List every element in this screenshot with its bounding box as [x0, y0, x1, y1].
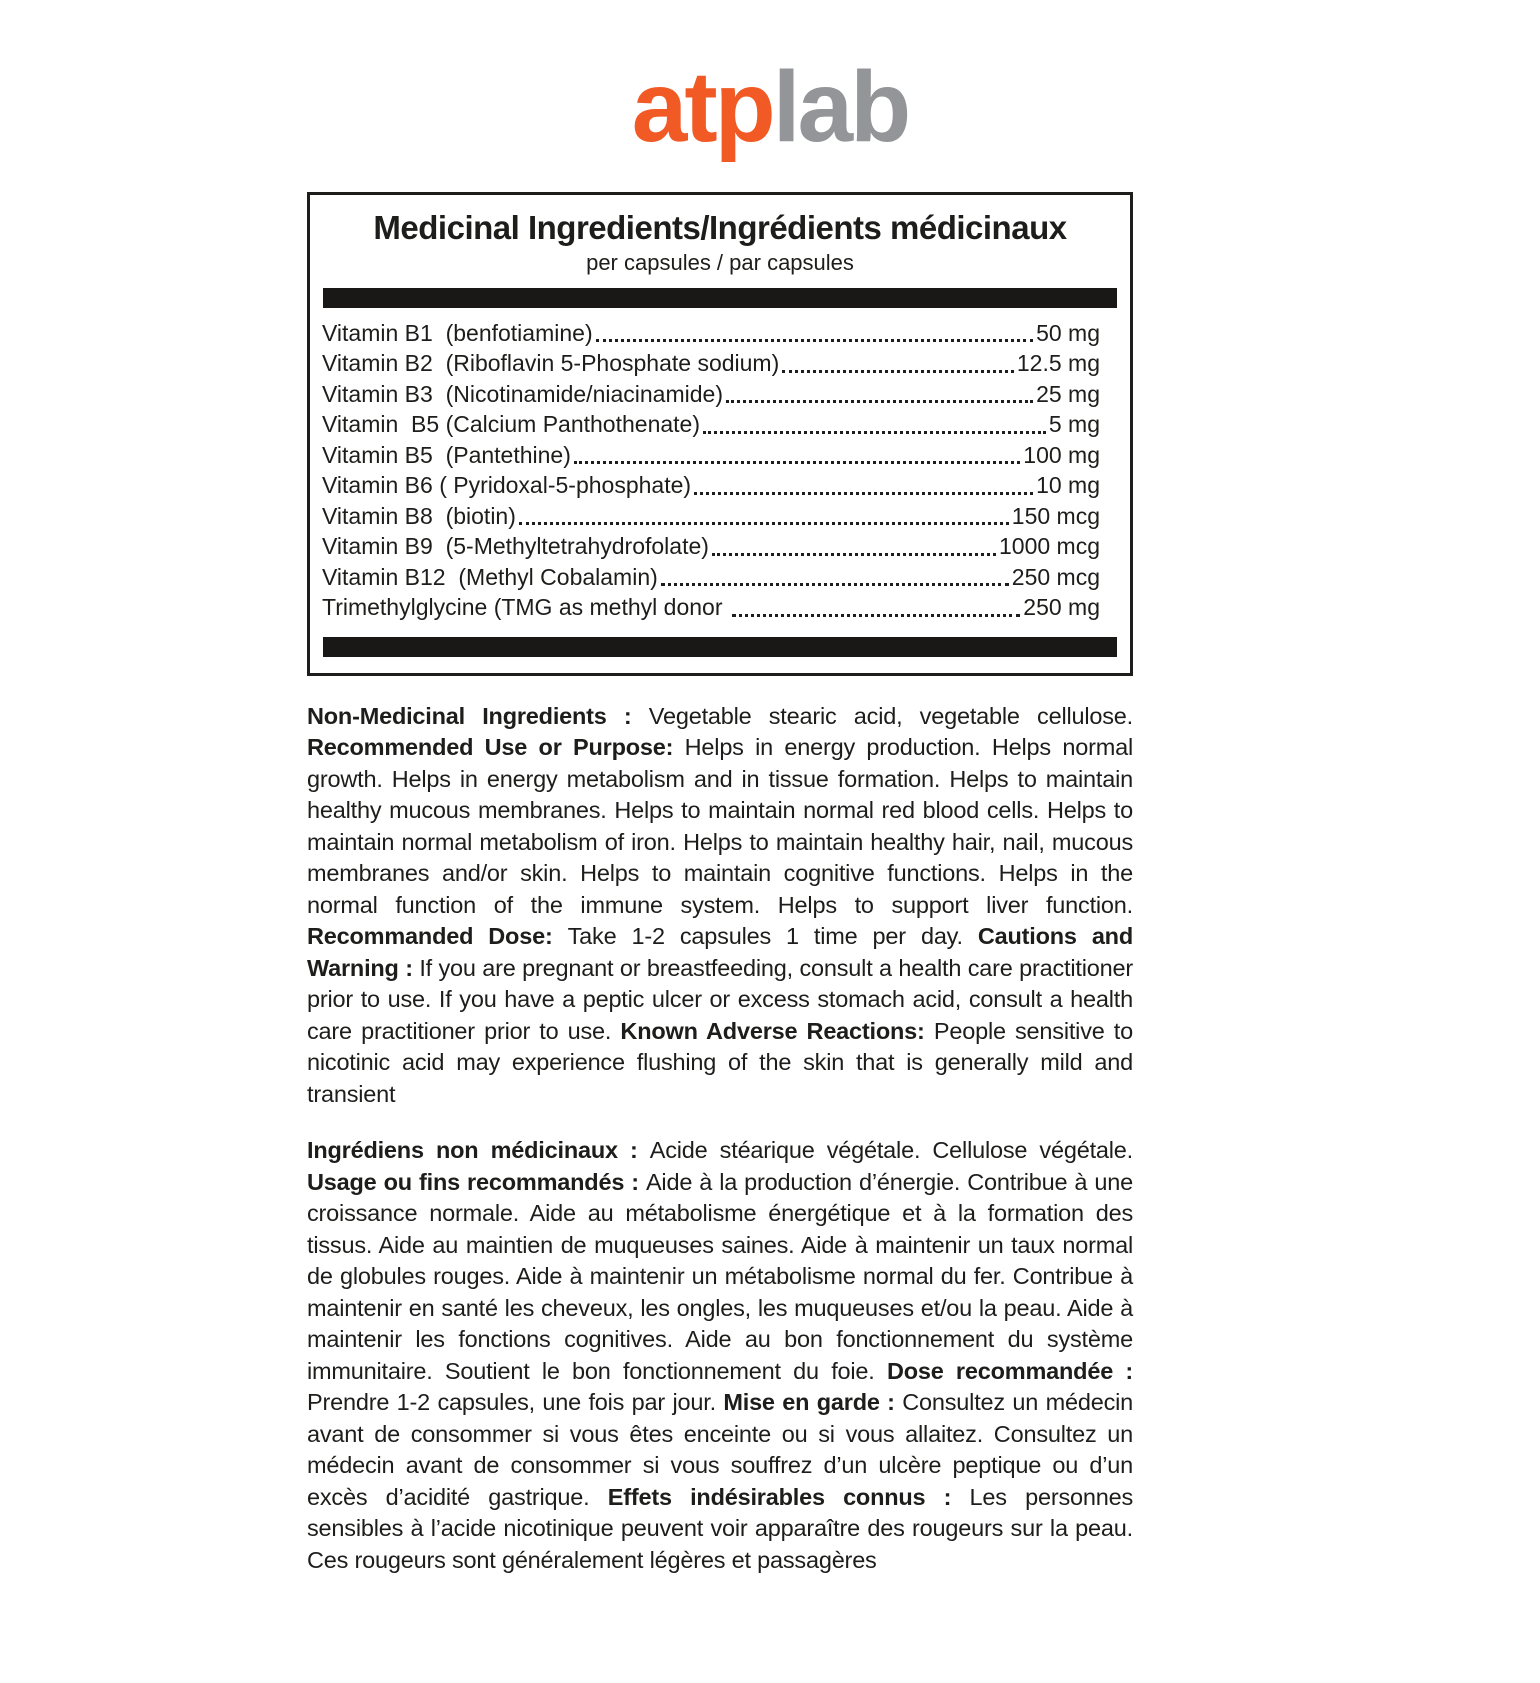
medicinal-ingredients-panel	[307, 192, 1133, 676]
leader-dots	[732, 614, 1020, 617]
ingredient-name: Vitamin B1 (benfotiamine)	[322, 319, 593, 346]
ingredient-row	[322, 562, 1100, 593]
leader-dots	[574, 461, 1020, 464]
ingredient-amount: 50 mg	[1036, 319, 1100, 346]
ingredient-amount: 250 mcg	[1011, 563, 1100, 590]
leader-dots	[694, 492, 1033, 495]
ingredient-amount: 250 mg	[1023, 594, 1100, 621]
french-info-paragraph: Ingrédiens non médicinaux : Acide stéarique végétale. Cellulose végétale. Usage ou fins recommandés : Aide à la production d’énergie. Contribue à une croissance normale. Aide au métabolisme énergétique et à la formation des tissus. Aide au maintien de muqueuses saines. Aide à maintenir un taux normal de globules rouges. Aide à maintenir un métabolisme normal du fer. Contribue à maintenir en santé les cheveux, les ongles, les muqueuses et/ou la peau. Aide à maintenir les fonctions cognitives. Aide au bon fonctionnement du système immunitaire. Soutient le bon fonctionnement du foie. Dose recommandée : Prendre 1-2 capsules, une fois par jour. Mise en garde : Consultez un médecin avant de consommer si vous êtes enceinte ou si vous allaitez. Consultez un médecin avant de consommer si vous souffrez d’un ulcère peptique ou d’un excès d’acidité gastrique. Effets indésirables connus : Les personnes sensibles à l’acide nicotinique peuvent voir apparaître des rougeurs sur la peau. Ces rougeurs sont généralement légères et passagères	[307, 1137, 1134, 1573]
ingredient-row	[322, 531, 1100, 562]
ingredient-name: Vitamin B3 (Nicotinamide/niacinamide)	[322, 380, 723, 407]
ingredient-row	[322, 348, 1100, 379]
leader-dots	[661, 583, 1009, 586]
ingredient-row	[322, 501, 1100, 532]
leader-dots	[726, 400, 1033, 403]
ingredient-name: Vitamin B6 ( Pyridoxal-5-phosphate)	[322, 472, 692, 499]
leader-dots	[596, 339, 1033, 342]
ingredient-amount: 10 mg	[1036, 472, 1100, 499]
ingredient-amount: 100 mg	[1023, 441, 1100, 468]
panel-subtitle: per capsules / par capsules	[586, 249, 854, 275]
brand-logo-atp: atp	[631, 51, 773, 163]
brand-logo-lab: lab	[772, 51, 909, 163]
panel-title: Medicinal Ingredients/Ingrédients médicinaux	[373, 209, 1067, 246]
brand-logo	[0, 0, 1540, 162]
ingredient-name: Vitamin B2 (Riboflavin 5-Phosphate sodium)	[322, 350, 780, 377]
english-info-paragraph: Non-Medicinal Ingredients : Vegetable stearic acid, vegetable cellulose. Recommended Use or Purpose: Helps in energy production. Helps normal growth. Helps in energy metabolism and in tissue formation. Helps to maintain healthy mucous membranes. Helps to maintain normal red blood cells. Helps to maintain normal metabolism of iron. Helps to maintain healthy hair, nail, mucous membranes and/or skin. Helps to maintain cognitive functions. Helps in the normal function of the immune system. Helps to support liver function. Recommanded Dose: Take 1-2 capsules 1 time per day. Cautions and Warning : If you are pregnant or breastfeeding, consult a health care practitioner prior to use. If you have a peptic ulcer or excess stomach acid, consult a health care practitioner prior to use. Known Adverse Reactions: People sensitive to nicotinic acid may experience flushing of the skin that is generally mild and transient	[307, 702, 1134, 1107]
ingredient-row	[322, 440, 1100, 471]
leader-dots	[712, 553, 996, 556]
ingredient-row	[322, 318, 1100, 349]
ingredient-row	[322, 409, 1100, 440]
leader-dots	[703, 431, 1046, 434]
ingredient-name: Trimethylglycine (TMG as methyl donor	[322, 594, 729, 621]
ingredient-amount: 12.5 mg	[1016, 350, 1100, 377]
divider-bar-top	[323, 288, 1117, 308]
leader-dots	[782, 370, 1014, 373]
ingredient-name: Vitamin B5 (Calcium Panthothenate)	[322, 411, 700, 438]
ingredient-amount: 25 mg	[1036, 380, 1100, 407]
ingredient-amount: 150 mcg	[1011, 502, 1100, 529]
ingredient-name: Vitamin B9 (5-Methyltetrahydrofolate)	[322, 533, 709, 560]
ingredient-name: Vitamin B12 (Methyl Cobalamin)	[322, 563, 658, 590]
ingredient-name: Vitamin B8 (biotin)	[322, 502, 516, 529]
ingredient-list	[310, 308, 1130, 631]
ingredient-amount: 5 mg	[1048, 411, 1100, 438]
ingredient-row	[322, 379, 1100, 410]
divider-bar-bottom	[323, 637, 1117, 657]
ingredient-row	[322, 592, 1100, 623]
ingredient-name: Vitamin B5 (Pantethine)	[322, 441, 571, 468]
ingredient-row	[322, 470, 1100, 501]
leader-dots	[519, 522, 1009, 525]
ingredient-amount: 1000 mcg	[998, 533, 1100, 560]
